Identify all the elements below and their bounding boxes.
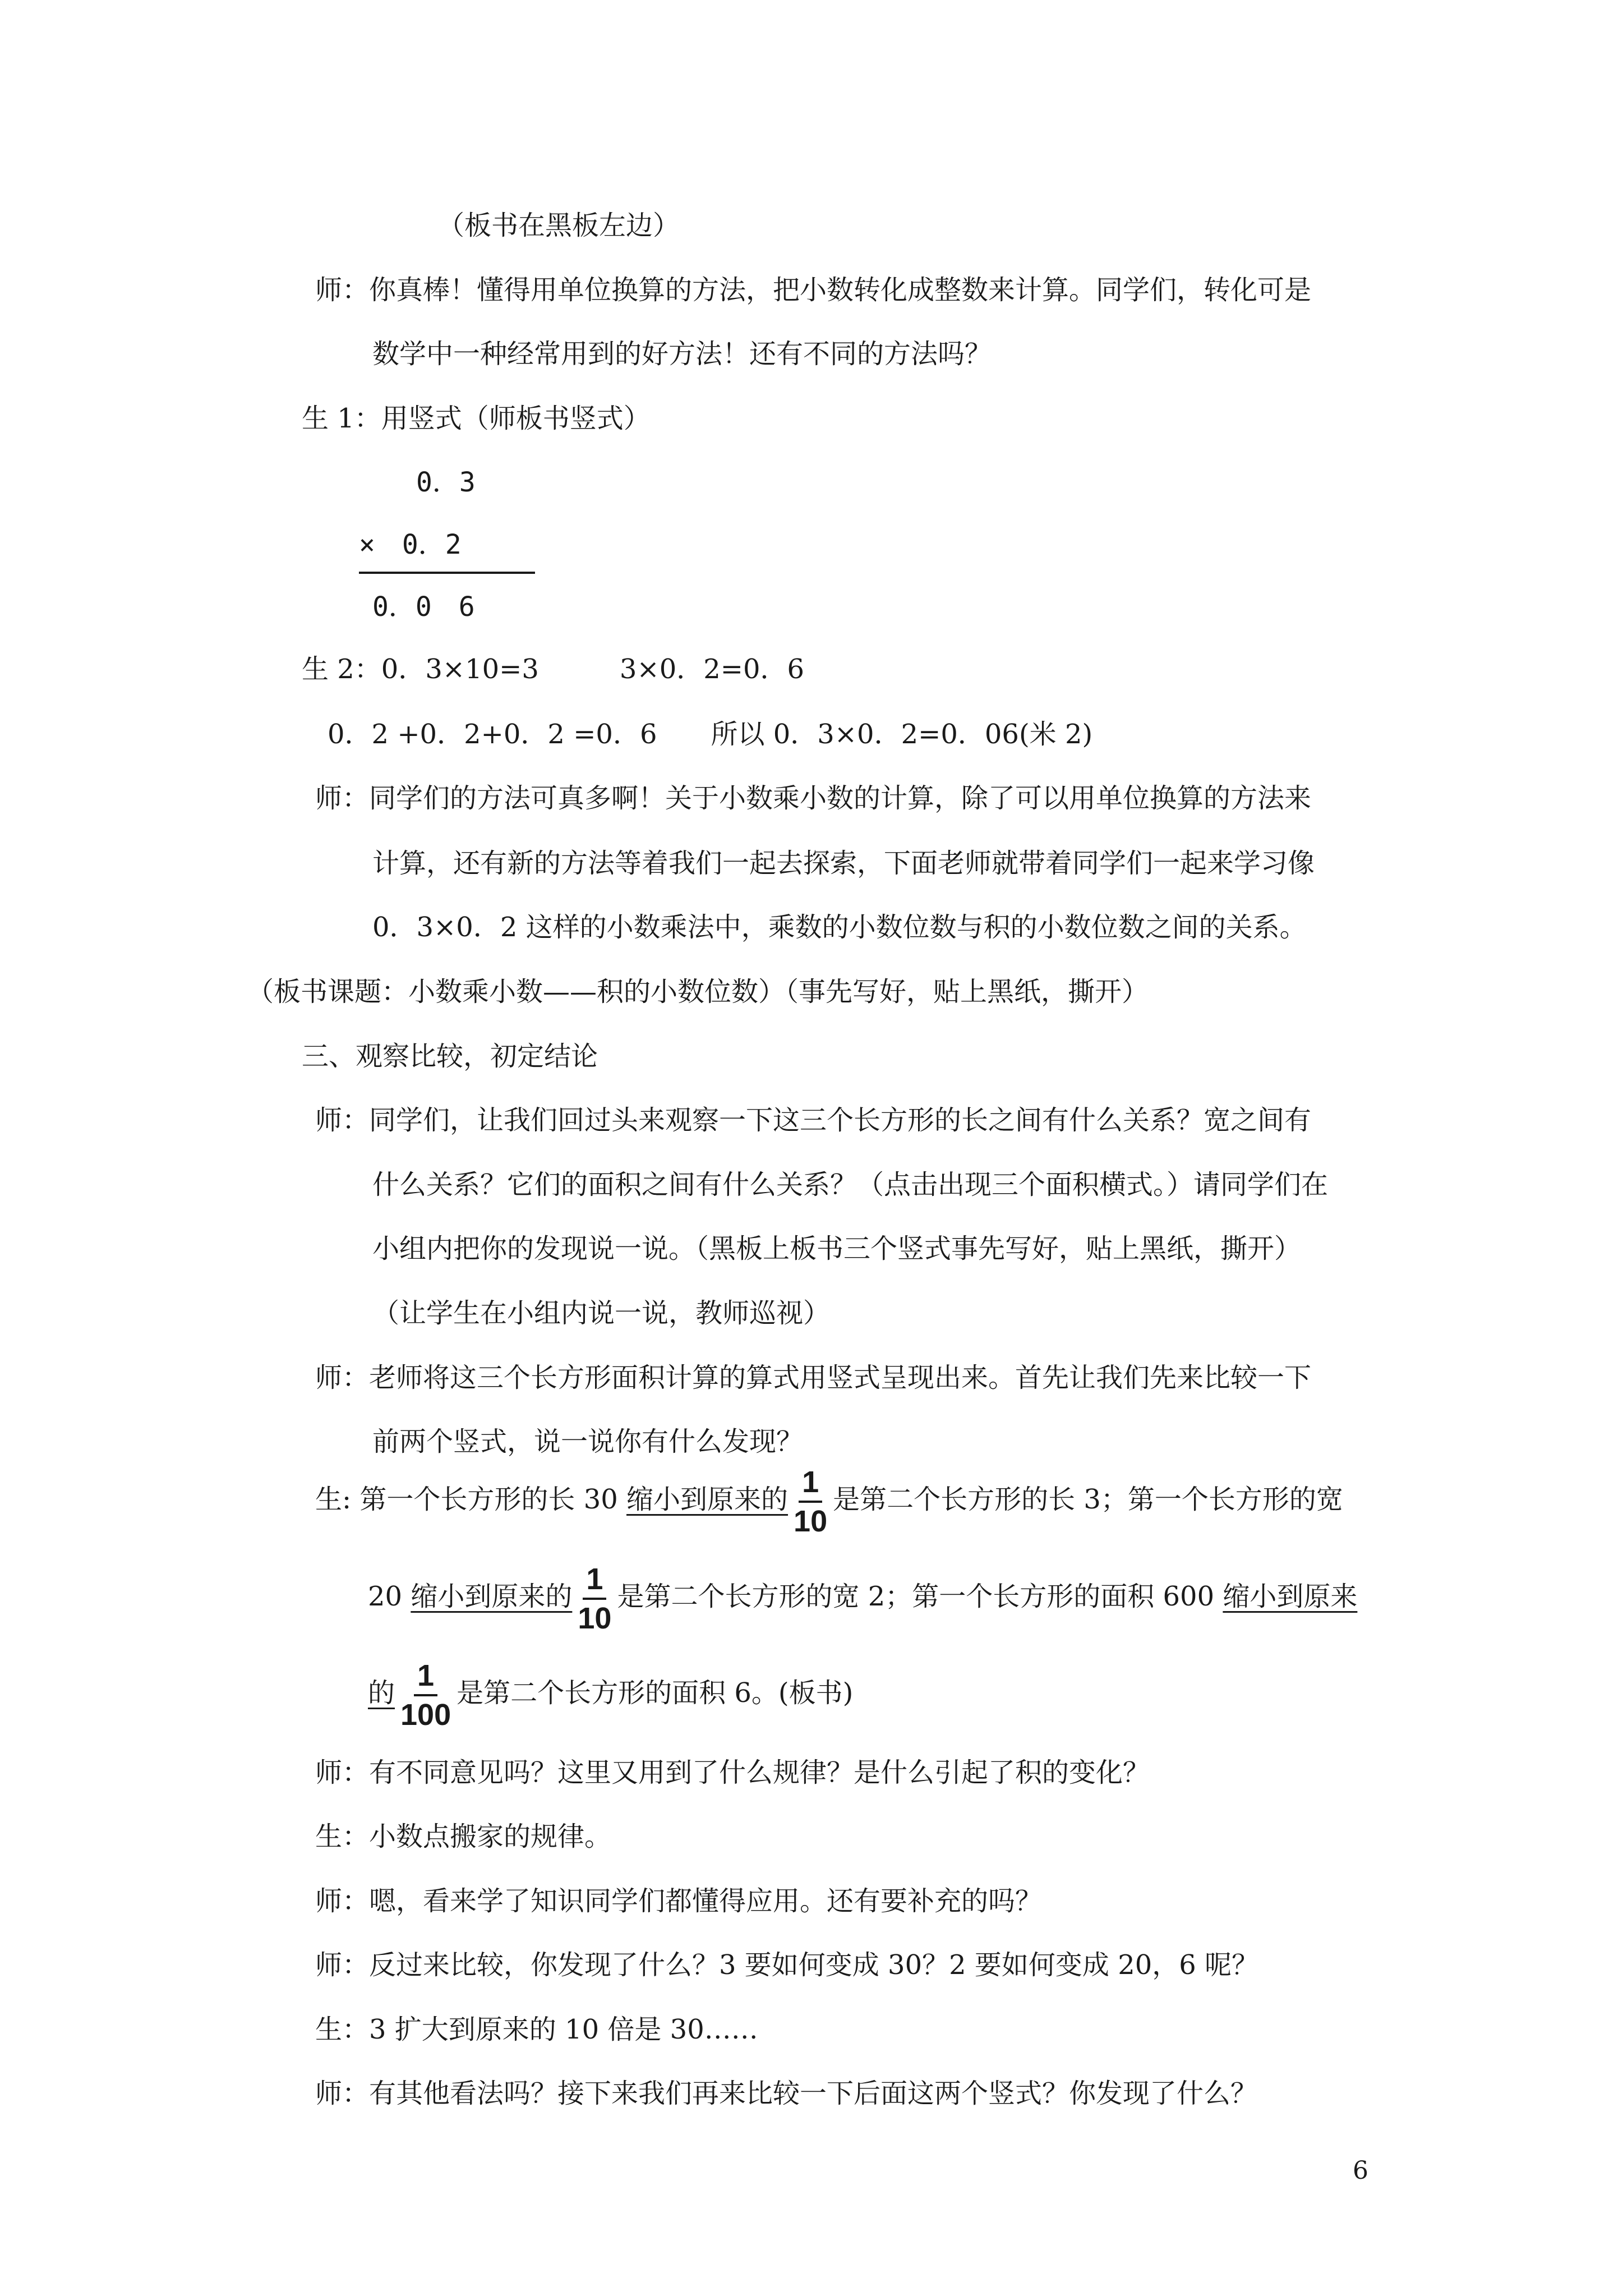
section-heading: 三、观察比较，初定结论 bbox=[302, 1041, 598, 1072]
teacher-line-cont: 0．3×0．2 这样的小数乘法中，乘数的小数位数与积的小数位数之间的关系。 bbox=[372, 912, 1307, 943]
teacher-line: 师：你真棒！懂得用单位换算的方法，把小数转化成整数来计算。同学们，转化可是 bbox=[315, 274, 1312, 306]
board-note: （板书在黑板左边） bbox=[437, 210, 680, 241]
text-segment: 生: 第一个长方形的长 30 bbox=[315, 1484, 627, 1515]
teacher-line: 师：有其他看法吗？接下来我们再来比较一下后面这两个竖式？你发现了什么？ bbox=[315, 2078, 1258, 2109]
student-line: 生：小数点搬家的规律。 bbox=[315, 1821, 612, 1852]
board-topic-note: （板书课题：小数乘小数——积的小数位数）（事先写好，贴上黑纸，撕开） bbox=[247, 976, 1149, 1007]
student-line-fraction-2 bbox=[368, 1558, 1357, 1637]
fraction bbox=[397, 1657, 454, 1733]
teacher-line-cont: 小组内把你的发现说一说。（黑板上板书三个竖式事先写好，贴上黑纸，撕开） bbox=[372, 1233, 1302, 1264]
teacher-line: 师：嗯，看来学了知识同学们都懂得应用。还有要补充的吗？ bbox=[315, 1885, 1043, 1917]
teacher-line: 师：同学们的方法可真多啊！关于小数乘小数的计算，除了可以用单位换算的方法来 bbox=[315, 783, 1312, 814]
vertical-multiplicand: 0．3 bbox=[416, 467, 476, 498]
teacher-line: 师：老师将这三个长方形面积计算的算式用竖式呈现出来。首先让我们先来比较一下 bbox=[315, 1362, 1312, 1393]
fraction-denominator: 10 bbox=[794, 1504, 828, 1538]
teacher-line-cont: 计算，还有新的方法等着我们一起去探索，下面老师就带着同学们一起来学习像 bbox=[372, 848, 1315, 879]
vertical-rule bbox=[359, 572, 535, 574]
teacher-line-cont: 数学中一种经常用到的好方法！还有不同的方法吗？ bbox=[372, 338, 992, 370]
page-number: 6 bbox=[1353, 2156, 1368, 2185]
teacher-line-cont: 前两个竖式，说一说你有什么发现？ bbox=[372, 1426, 804, 1457]
student-2-line-cont: 0．2 +0．2+0．2 =0．6 所以 0．3×0．2=0．06(米 2) bbox=[328, 719, 1093, 750]
student-line-fraction-1 bbox=[315, 1461, 1343, 1540]
teacher-line: 师：反过来比较，你发现了什么？3 要如何变成 30？2 要如何变成 20，6 呢？ bbox=[315, 1949, 1259, 1981]
text-segment: 是第二个长方形的面积 6。(板书) bbox=[457, 1677, 854, 1709]
text-segment: 是第二个长方形的宽 2；第一个长方形的面积 600 bbox=[617, 1581, 1223, 1612]
text-segment: 是第二个长方形的长 3；第一个长方形的宽 bbox=[833, 1484, 1343, 1515]
vertical-multiplier: × 0．2 bbox=[359, 529, 462, 560]
underlined-phrase: 缩小到原来的 bbox=[411, 1581, 573, 1612]
vertical-product: 0．0 6 bbox=[372, 591, 475, 623]
student-line: 生：3 扩大到原来的 10 倍是 30…… bbox=[315, 2014, 758, 2045]
fraction-denominator: 10 bbox=[578, 1601, 612, 1635]
fraction bbox=[574, 1561, 615, 1637]
fraction-numerator: 1 bbox=[799, 1464, 822, 1503]
teacher-line-cont: 什么关系？它们的面积之间有什么关系？（点击出现三个面积横式。）请同学们在 bbox=[372, 1169, 1329, 1200]
student-1-line: 生 1：用竖式（师板书竖式） bbox=[302, 403, 651, 434]
student-2-line: 生 2：0．3×10=3 3×0．2=0．6 bbox=[302, 654, 805, 685]
stage-direction: （让学生在小组内说一说，教师巡视） bbox=[372, 1297, 831, 1329]
underlined-phrase: 缩小到原来 bbox=[1223, 1581, 1358, 1612]
teacher-line: 师：同学们，让我们回过头来观察一下这三个长方形的长之间有什么关系？宽之间有 bbox=[315, 1105, 1312, 1136]
fraction-numerator: 1 bbox=[583, 1561, 606, 1600]
underlined-phrase: 的 bbox=[368, 1677, 395, 1709]
fraction-denominator: 100 bbox=[400, 1697, 451, 1732]
underlined-phrase: 缩小到原来的 bbox=[626, 1484, 789, 1515]
teacher-line: 师：有不同意见吗？这里又用到了什么规律？是什么引起了积的变化？ bbox=[315, 1757, 1150, 1788]
fraction bbox=[790, 1464, 831, 1540]
fraction-numerator: 1 bbox=[414, 1657, 437, 1696]
student-line-fraction-3 bbox=[368, 1655, 853, 1733]
text-segment: 20 bbox=[368, 1581, 411, 1612]
